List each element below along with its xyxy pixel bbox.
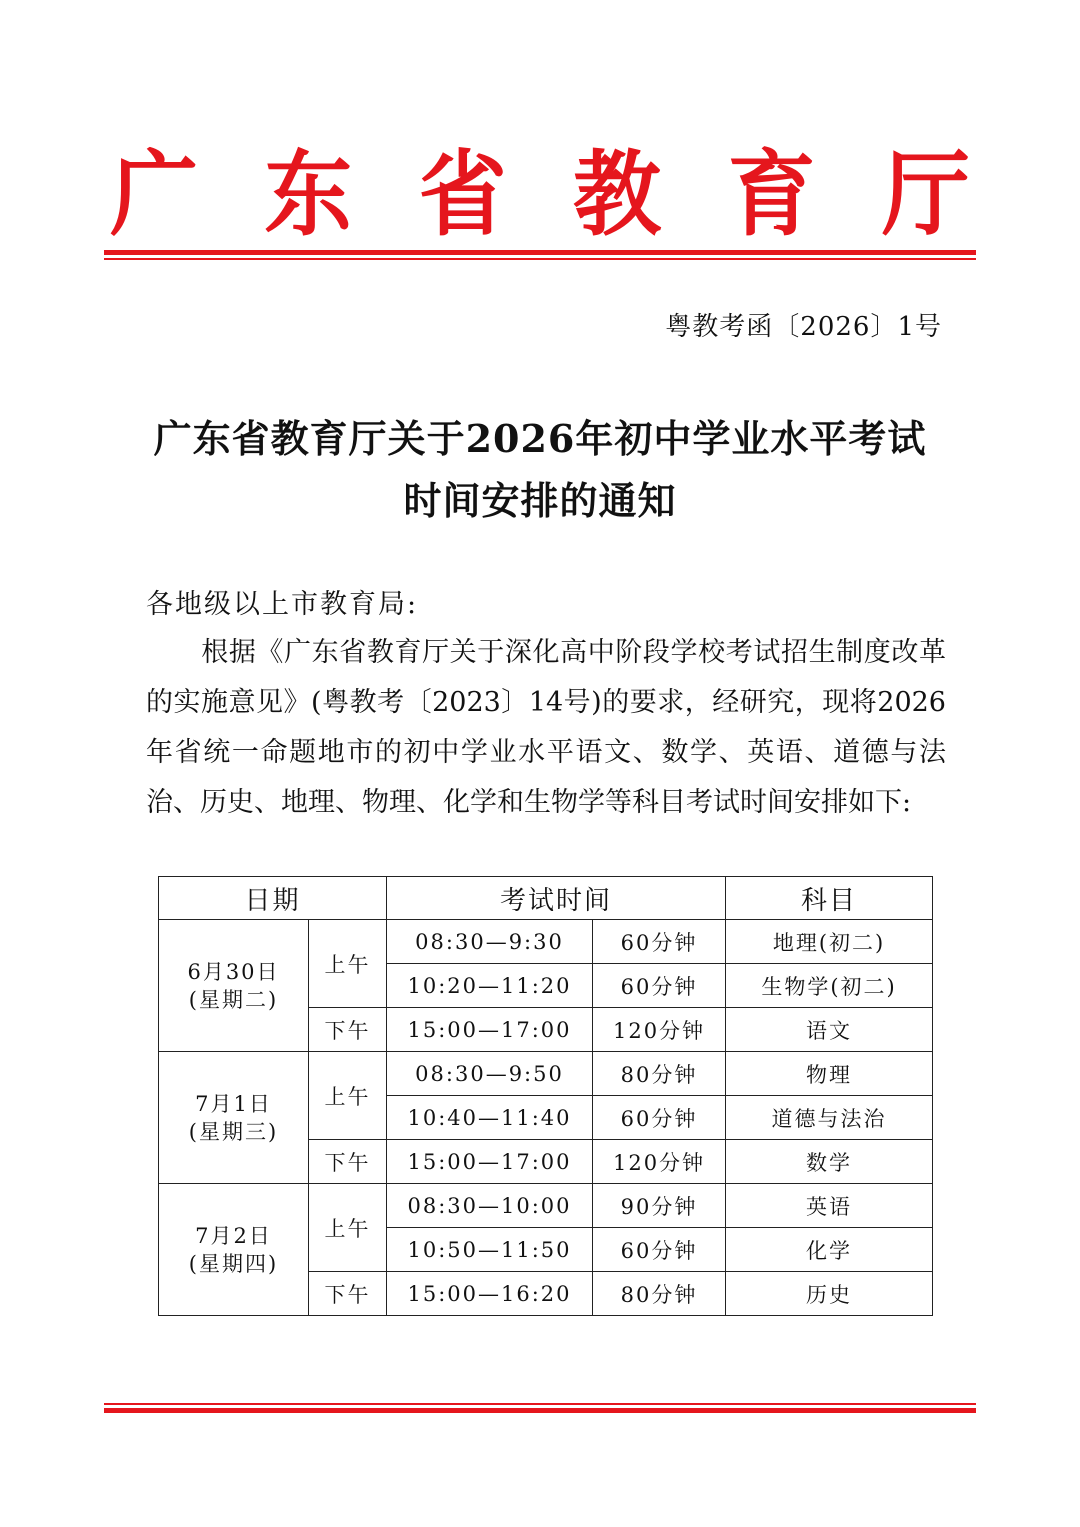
duration-cell: 120分钟 xyxy=(593,1140,726,1184)
time-cell: 08:30—9:50 xyxy=(387,1052,593,1096)
header-exam-time: 考试时间 xyxy=(387,877,726,920)
date-cell xyxy=(159,920,309,1052)
period-cell: 下午 xyxy=(309,1272,387,1316)
period-cell: 下午 xyxy=(309,1140,387,1184)
duration-cell: 60分钟 xyxy=(593,1096,726,1140)
duration-cell: 80分钟 xyxy=(593,1272,726,1316)
duration-cell: 60分钟 xyxy=(593,1228,726,1272)
footer-rule-thin xyxy=(104,1403,976,1405)
subject-cell: 数学 xyxy=(726,1140,933,1184)
time-cell: 10:20—11:20 xyxy=(387,964,593,1008)
time-cell: 15:00—17:00 xyxy=(387,1140,593,1184)
masthead-char: 东 xyxy=(264,140,353,249)
subject-cell: 生物学(初二) xyxy=(726,964,933,1008)
masthead-char: 厅 xyxy=(881,140,970,249)
subject-cell: 物理 xyxy=(726,1052,933,1096)
weekday-text: (星期二) xyxy=(188,987,279,1012)
date-text: 7月1日 xyxy=(195,1091,272,1116)
time-cell: 15:00—17:00 xyxy=(387,1008,593,1052)
table-row xyxy=(159,1052,933,1096)
subject-cell: 化学 xyxy=(726,1228,933,1272)
weekday-text: (星期四) xyxy=(188,1251,279,1276)
masthead-char: 广 xyxy=(110,140,199,249)
subject-cell: 道德与法治 xyxy=(726,1096,933,1140)
period-cell: 上午 xyxy=(309,1052,387,1140)
masthead-char: 育 xyxy=(727,140,816,249)
date-text: 6月30日 xyxy=(187,959,280,984)
time-cell: 08:30—9:30 xyxy=(387,920,593,964)
body-paragraph: 根据《广东省教育厅关于深化高中阶段学校考试招生制度改革的实施意见》(粤教考〔2023〕14号)的要求，经研究，现将2026年省统一命题地市的初中学业水平语文、数学、英语、道德与法治、历史、地理、物理、化学和生物学等科目考试时间安排如下: xyxy=(146,637,946,818)
table-row xyxy=(159,1184,933,1228)
table-row xyxy=(159,920,933,964)
notice-title-line2: 时间安排的通知 xyxy=(403,478,677,523)
subject-cell: 语文 xyxy=(726,1008,933,1052)
duration-cell: 60分钟 xyxy=(593,920,726,964)
masthead xyxy=(110,140,970,250)
duration-cell: 90分钟 xyxy=(593,1184,726,1228)
date-text: 7月2日 xyxy=(195,1223,272,1248)
duration-cell: 80分钟 xyxy=(593,1052,726,1096)
duration-cell: 60分钟 xyxy=(593,964,726,1008)
notice-title-line1: 广东省教育厅关于2026年初中学业水平考试 xyxy=(153,416,927,461)
subject-cell: 英语 xyxy=(726,1184,933,1228)
time-cell: 08:30—10:00 xyxy=(387,1184,593,1228)
date-cell xyxy=(159,1052,309,1184)
masthead-char: 教 xyxy=(573,140,662,249)
period-cell: 上午 xyxy=(309,920,387,1008)
period-cell: 下午 xyxy=(309,1008,387,1052)
table-header-row xyxy=(159,877,933,920)
time-cell: 10:50—11:50 xyxy=(387,1228,593,1272)
header-date: 日期 xyxy=(159,877,387,920)
header-rule-thin xyxy=(104,258,976,260)
duration-cell: 120分钟 xyxy=(593,1008,726,1052)
date-cell xyxy=(159,1184,309,1316)
header-rule-thick xyxy=(104,250,976,255)
document-number: 粤教考函〔2026〕1号 xyxy=(665,312,942,342)
header-subject: 科目 xyxy=(726,877,933,920)
time-cell: 10:40—11:40 xyxy=(387,1096,593,1140)
subject-cell: 地理(初二) xyxy=(726,920,933,964)
time-cell: 15:00—16:20 xyxy=(387,1272,593,1316)
weekday-text: (星期三) xyxy=(188,1119,279,1144)
masthead-char: 省 xyxy=(418,140,507,249)
period-cell: 上午 xyxy=(309,1184,387,1272)
subject-cell: 历史 xyxy=(726,1272,933,1316)
footer-rule-thick xyxy=(104,1408,976,1413)
exam-schedule-table xyxy=(158,876,933,1316)
salutation: 各地级以上市教育局: xyxy=(146,589,419,620)
